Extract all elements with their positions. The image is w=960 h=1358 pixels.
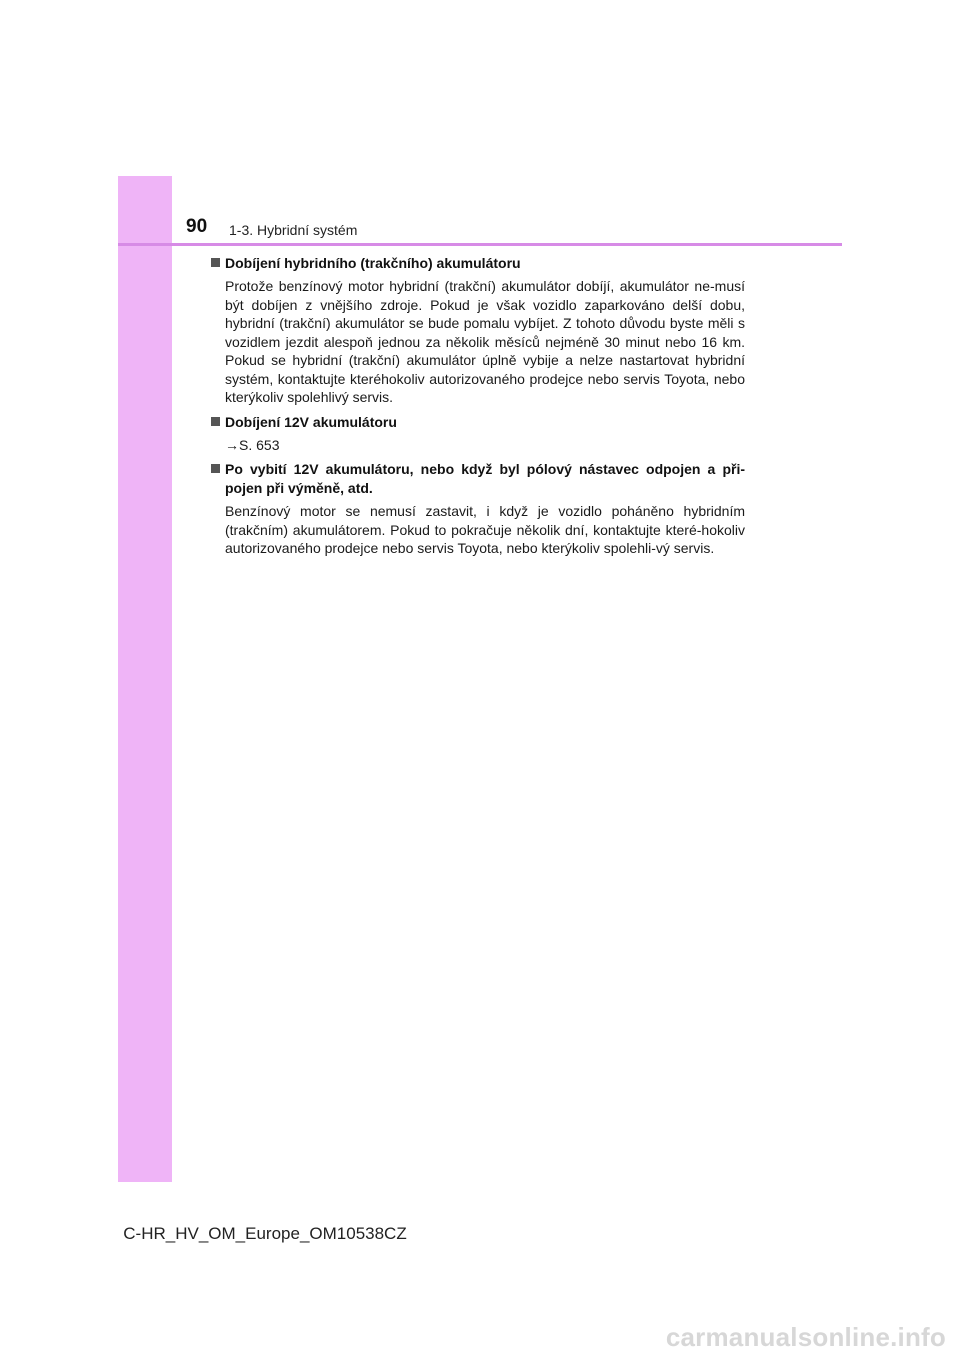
page-content [211,254,745,564]
section-heading-text: Dobíjení 12V akumulátoru [225,413,397,430]
square-bullet-icon [211,258,220,267]
section-body: Benzínový motor se nemusí zastavit, i když je vozidlo poháněno hybridním (trakčním) akumulátorem. Pokud to pokračuje několik dní, kontaktujte které-hokoliv autorizovaného prodejce nebo servis Toyota, nebo kterýkoliv spolehli-vý servis. [225,503,745,556]
section-body: Protože benzínový motor hybridní (trakční) akumulátor dobíjí, akumulátor ne-musí být dobíjen z vnějšího zdroje. Pokud je však vozidlo zaparkováno delší dobu, hybridní (trakční) akumulátor se bude pomalu vybíjet. Z tohoto důvodu byste měli s vozidlem jezdit alespoň jednou za několik měsíců nejméně 30 minut nebo 16 km. Pokud se hybridní (trakční) akumulátor úplně vybije a nelze nastartovat hybridní systém, kontaktujte kteréhokoliv autorizovaného prodejce nebo servis Toyota, nebo kterýkoliv spolehlivý servis. [225,278,745,405]
section-heading-text: Po vybití 12V akumulátoru, nebo když byl pólový nástavec odpojen a při-pojen při výměně, atd. [225,461,745,496]
section-after-12v-discharge [211,460,745,558]
square-bullet-icon [211,417,220,426]
section-heading [211,460,745,498]
section-title: 1-3. Hybridní systém [229,222,358,238]
watermark: carmanualsonline.info [665,1322,946,1352]
chapter-sidebar-tab [118,176,172,1182]
section-heading [211,413,745,432]
manual-code: C-HR_HV_OM_Europe_OM10538CZ [123,1224,407,1243]
page-number: 90 [186,216,208,237]
page-reference-link[interactable]: →S. 653 [225,436,280,453]
section-heading [211,254,745,273]
section-charging-12v-battery [211,413,745,455]
header-rule [118,243,842,246]
section-charging-hybrid-battery [211,254,745,407]
section-heading-text: Dobíjení hybridního (trakčního) akumulátoru [225,255,521,271]
square-bullet-icon [211,464,220,473]
